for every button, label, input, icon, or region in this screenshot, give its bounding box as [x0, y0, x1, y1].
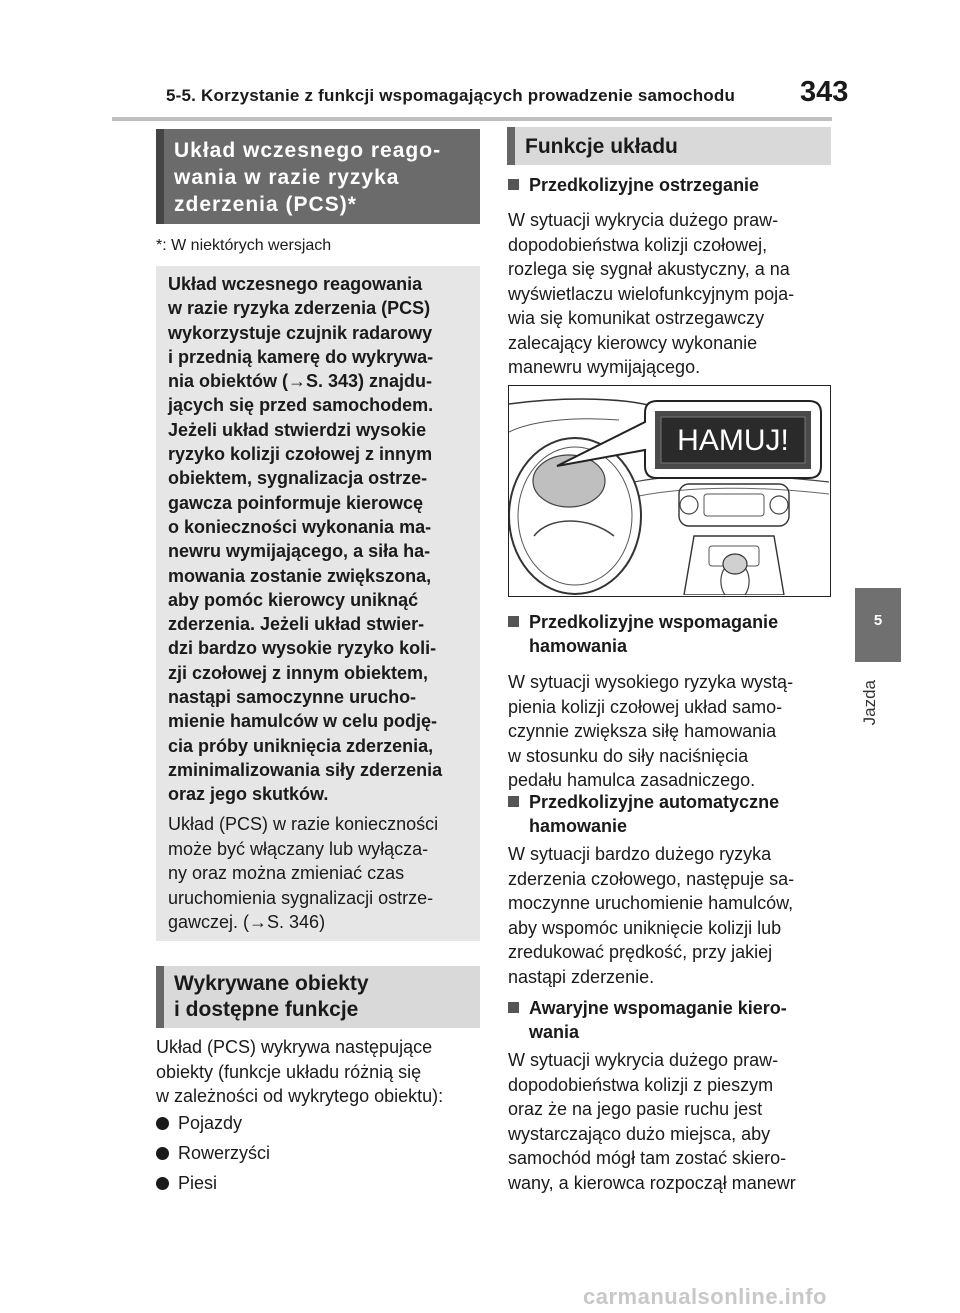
section-heading-pcs-text: Układ wczesnego reago- wania w razie ryzyka zderzenia (PCS)* — [174, 139, 442, 216]
page-number: 343 — [800, 76, 849, 108]
chapter-name: Jazda — [860, 680, 879, 726]
function-item-title — [508, 173, 838, 199]
square-bullet-icon — [508, 179, 519, 190]
function-item-title — [508, 996, 838, 1046]
chapter-number: 5 — [873, 612, 883, 629]
bullet-dot-icon — [156, 1117, 169, 1130]
section-heading-pcs — [156, 129, 480, 224]
header-rule — [112, 117, 832, 121]
object-label: Piesi — [178, 1173, 218, 1193]
info-box-normal-text: Układ (PCS) w razie konieczności może być włączany lub wyłącza- ny oraz można zmieniać czas uruchomienia sygnalizacji ostrze- gawczej. (→S. 346) — [168, 814, 439, 932]
function-description: W sytuacji wykrycia dużego praw- dopodobieństwa kolizji z pieszym oraz że na jego pasie ruchu jest wystarczająco dużo miejsca, aby samochód mógł tam zostać skiero- wany, a kierowca rozpoczął manewr — [508, 1050, 796, 1193]
list-item — [156, 1112, 242, 1134]
section-heading-detected-objects-text: Wykrywane obiekty i dostępne funkcje — [174, 972, 369, 1021]
square-bullet-icon — [508, 796, 519, 807]
bullet-dot-icon — [156, 1177, 169, 1190]
detect-paragraph: Układ (PCS) wykrywa następujące obiekty (funkcje układu różnią się w zależności od wykrytego obiektu): — [156, 1037, 444, 1106]
section-heading-functions — [507, 127, 831, 165]
bullet-dot-icon — [156, 1147, 169, 1160]
display-warning-text: HAMUJ! — [677, 424, 789, 457]
function-description: W sytuacji wysokiego ryzyka wystą- pienia kolizji czołowej układ samo- czynnie zwiększa siłę hamowania w stosunku do siły naciśnięcia pedału hamulca zasadniczego. — [508, 672, 794, 790]
function-item-title — [508, 790, 838, 840]
list-item — [156, 1142, 270, 1164]
list-item — [156, 1172, 217, 1194]
dashboard-illustration-svg — [509, 386, 829, 595]
info-box-bold-text: Układ wczesnego reagowania w razie ryzyka zderzenia (PCS) wykorzystuje czujnik radarowy i przednią kamerę do wykrywa- nia obiektów (→S. 343) znajdu- jących się przed samochodem. Jeżeli układ stwierdzi wysokie ryzyko kolizji czołowej z innym obiektem, sygnalizacja ostrze- gawcza poinformuje kierowcę o konieczności wykonania ma- newru wymijającego, a siła ha- mowania zostanie zwiększona, aby pomóc kierowcy uniknąć zderzenia. Jeżeli układ stwier- dzi bardzo wysokie ryzyko koli- zji czołowej z innym obiektem, nastąpi samoczynne urucho- mienie hamulców w celu podję- cia próby uniknięcia zderzenia, zminimalizowania siły zderzenia oraz jego skutków. — [168, 274, 443, 805]
object-label: Rowerzyści — [178, 1143, 271, 1163]
square-bullet-icon — [508, 1002, 519, 1013]
dashboard-warning-illustration — [508, 385, 831, 597]
function-title-text: Awaryjne wspomaganie kiero- wania — [529, 998, 787, 1042]
function-item-title — [508, 610, 838, 660]
section-heading-detected-objects — [156, 966, 480, 1028]
function-title-text: Przedkolizyjne wspomaganie hamowania — [529, 612, 779, 656]
footnote: *: W niektórych wersjach — [156, 237, 332, 254]
running-header-title: 5-5. Korzystanie z funkcji wspomagających prowadzenie samochodu — [166, 86, 736, 105]
function-description: W sytuacji bardzo dużego ryzyka zderzenia czołowego, następuje sa- moczynne uruchomienie hamulców, aby wspomóc uniknięcie kolizji lub zredukować prędkość, przy jakiej nastąpi zderzenie. — [508, 844, 795, 987]
function-description: W sytuacji wykrycia dużego praw- dopodobieństwa kolizji czołowej, rozlega się sygnał akustyczny, a na wyświetlaczu wielofunkcyjnym poja- wia się komunikat ostrzegawczy zalecający kierowcy wykonanie manewru wymijającego. — [508, 210, 795, 377]
object-label: Pojazdy — [178, 1113, 243, 1133]
function-title-text: Przedkolizyjne automatyczne hamowanie — [529, 792, 780, 836]
function-title-text: Przedkolizyjne ostrzeganie — [529, 175, 760, 195]
section-heading-functions-text: Funkcje układu — [525, 135, 678, 158]
square-bullet-icon — [508, 616, 519, 627]
watermark: carmanualsonline.info — [583, 1284, 827, 1309]
